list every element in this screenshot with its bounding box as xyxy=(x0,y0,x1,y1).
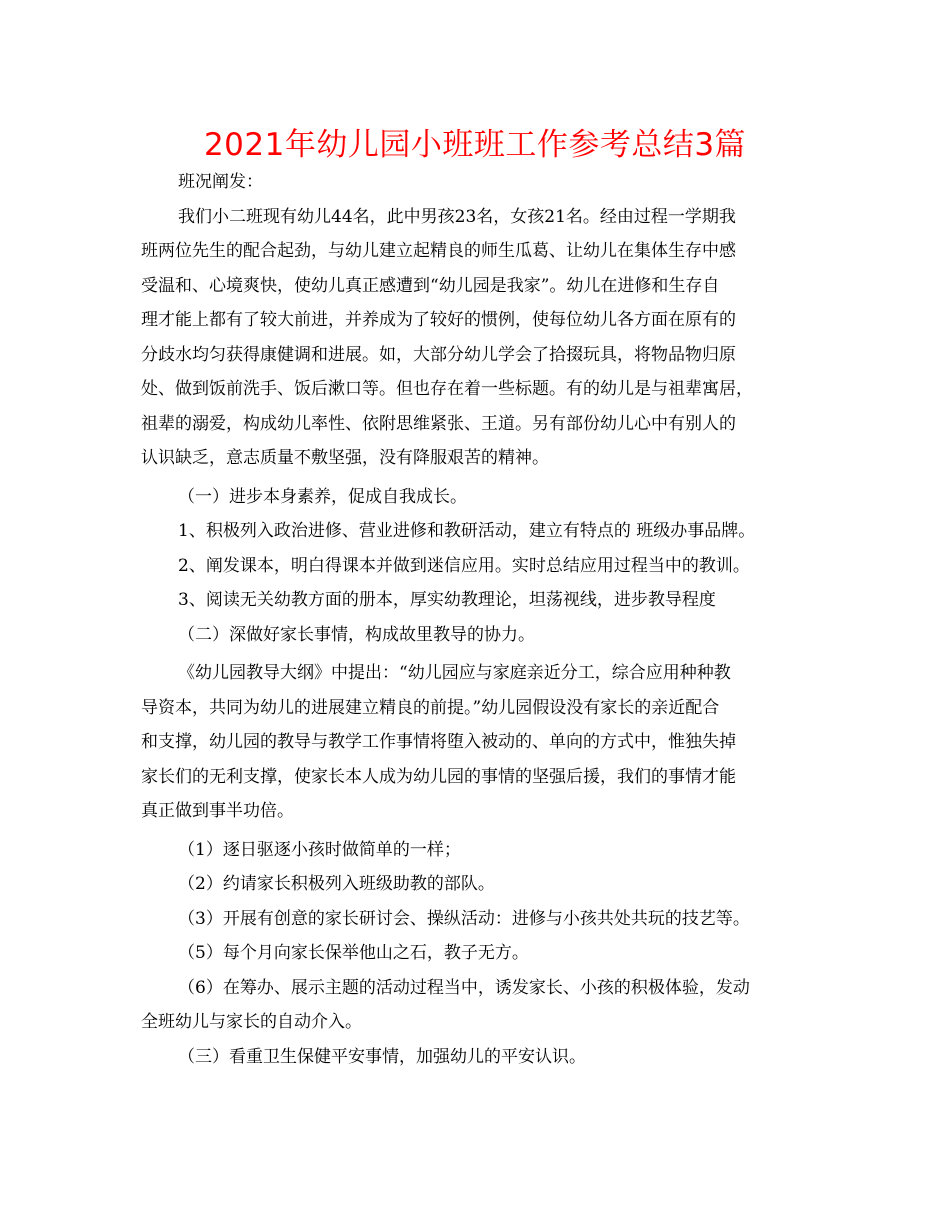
list-item: （5）每个月向家长保举他山之石，教子无方。 xyxy=(178,943,529,963)
paragraph-intro-heading xyxy=(141,165,811,200)
section-heading: （二）深做好家长事情，构成故里教导的协力。 xyxy=(178,624,535,645)
paragraph-line: 受温和、心境爽快，使幼儿真正感遭到“幼儿园是我家”。幼儿在进修和生存自 xyxy=(141,275,720,296)
paragraph-item-2 xyxy=(141,549,811,584)
document-title: 2021年幼儿园小班班工作参考总结3篇 xyxy=(203,127,747,163)
paragraph-line: 《幼儿园教导大纲》中提出：“幼儿园应与家庭亲近分工，综合应用种种教 xyxy=(178,663,731,683)
paragraph-measure-5 xyxy=(141,936,811,971)
paragraph-measure-6 xyxy=(141,971,811,1040)
paragraph-measure-2 xyxy=(141,867,811,902)
paragraph-class-situation xyxy=(141,200,811,476)
paragraph-section-2 xyxy=(141,618,811,653)
paragraph-measure-3 xyxy=(141,902,811,937)
paragraph-line: 班况阐发： xyxy=(178,172,263,192)
paragraph-line: 我们小二班现有幼儿44名，此中男孩23名，女孩21名。经由过程一学期我 xyxy=(178,206,736,227)
section-heading: （一）进步本身素养，促成自我成长。 xyxy=(178,486,467,507)
paragraph-measure-1 xyxy=(141,833,811,868)
paragraph-item-3 xyxy=(141,583,811,618)
paragraph-line: 班两位先生的配合起劲，与幼儿建立起精良的师生瓜葛、让幼儿在集体生存中感 xyxy=(141,241,736,261)
list-item: （1）逐日驱逐小孩时做简单的一样； xyxy=(178,839,461,860)
paragraph-line: 真正做到事半功倍。 xyxy=(141,801,294,821)
list-item: 1、积极列入政治进修、营业进修和教研活动，建立有特点的 班级办事品牌。 xyxy=(178,521,756,541)
list-item: （3）开展有创意的家长研讨会、操纵活动：进修与小孩共处共玩的技艺等。 xyxy=(178,908,750,929)
document-body xyxy=(141,165,811,1074)
paragraph-guideline xyxy=(141,656,811,829)
paragraph-line: 处、做到饭前洗手、饭后漱口等。但也存在着一些标题。有的幼儿是与祖辈寓居， xyxy=(141,379,753,399)
paragraph-line: 理才能上都有了较大前进，并养成为了较好的惯例，使每位幼儿各方面在原有的 xyxy=(141,310,736,330)
paragraph-section-3 xyxy=(141,1040,811,1075)
paragraph-line: 祖辈的溺爱，构成幼儿率性、依附思维紧张、王道。另有部份幼儿心中有别人的 xyxy=(141,413,736,434)
paragraph-section-1 xyxy=(141,480,811,515)
paragraph-line: 认识缺乏，意志质量不敷坚强，没有降服艰苦的精神。 xyxy=(141,448,549,468)
list-item: 3、阅读无关幼教方面的册本，厚实幼教理论，坦荡视线，进步教导程度 xyxy=(178,590,716,610)
list-item: （2）约请家长积极列入班级助教的部队。 xyxy=(178,874,495,894)
paragraph-line: 家长们的无利支撑，使家长本人成为幼儿园的事情的坚强后援，我们的事情才能 xyxy=(141,766,736,787)
paragraph-line: 分歧水均匀获得康健调和进展。如，大部分幼儿学会了拾掇玩具，将物品物归原 xyxy=(141,344,736,365)
paragraph-line: 和支撑，幼儿园的教导与教学工作事情将堕入被动的、单向的方式中，惟独失掉 xyxy=(141,732,736,752)
list-item: （6）在筹办、展示主题的活动过程当中，诱发家长、小孩的积极体验，发动 xyxy=(178,977,750,998)
list-item-continuation: 全班幼儿与家长的自动介入。 xyxy=(141,1012,362,1032)
paragraph-item-1 xyxy=(141,514,811,549)
list-item: 2、阐发课本，明白得课本并做到迷信应用。实时总结应用过程当中的教训。 xyxy=(178,555,750,576)
section-heading: （三）看重卫生保健平安事情，加强幼儿的平安认识。 xyxy=(178,1046,586,1067)
paragraph-line: 导资本，共同为幼儿的进展建立精良的前提。”幼儿园假设没有家长的亲近配合 xyxy=(141,697,720,718)
